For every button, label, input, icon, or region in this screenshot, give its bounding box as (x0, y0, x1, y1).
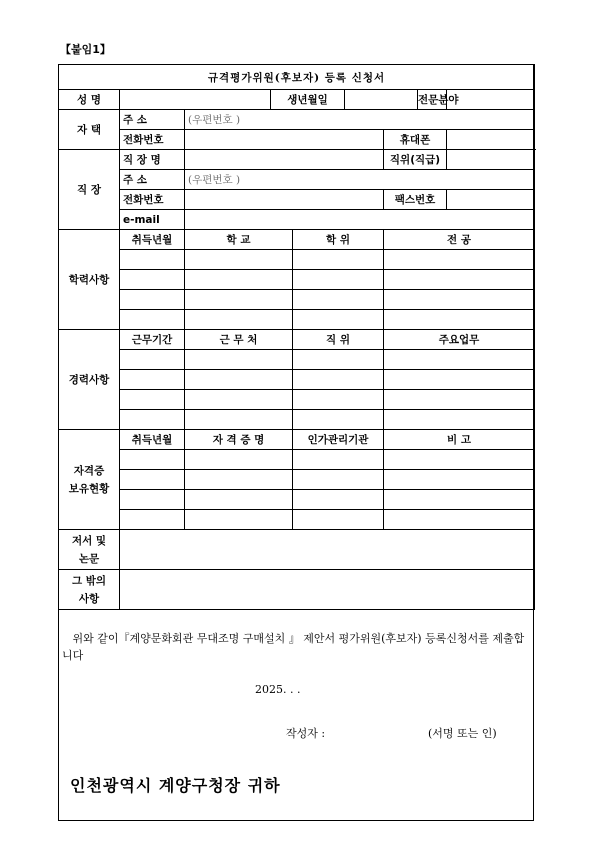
cell[interactable] (384, 490, 535, 510)
cell[interactable] (185, 490, 293, 510)
field-field[interactable] (447, 90, 535, 110)
papers-field[interactable] (120, 530, 535, 570)
other-line2: 사항 (78, 592, 100, 605)
education-row (59, 270, 535, 290)
cell[interactable] (293, 410, 384, 430)
cell[interactable] (293, 450, 384, 470)
papers-section-label (59, 530, 120, 570)
license-header-remarks: 비 고 (384, 430, 535, 450)
cell[interactable] (120, 370, 185, 390)
cell[interactable] (120, 510, 185, 530)
home-address-field[interactable]: (우편번호 ) (185, 110, 535, 130)
cell[interactable] (384, 290, 535, 310)
other-line1: 그 밖의 (71, 574, 107, 587)
company-label: 직 장 명 (120, 150, 185, 170)
birth-field[interactable] (345, 90, 418, 110)
education-row (59, 310, 535, 330)
cell[interactable] (185, 450, 293, 470)
career-section-label: 경력사항 (59, 330, 120, 430)
career-header-period: 근무기간 (120, 330, 185, 350)
cell[interactable] (120, 410, 185, 430)
license-section-line2: 보유현황 (68, 482, 110, 495)
license-header-date: 취득년월 (120, 430, 185, 450)
cell[interactable] (185, 390, 293, 410)
cell[interactable] (384, 350, 535, 370)
cell[interactable] (293, 310, 384, 330)
fax-label: 팩스번호 (384, 190, 447, 210)
education-section-label: 학력사항 (59, 230, 120, 330)
license-section-line1: 자격증 (73, 464, 105, 477)
position-label: 직위(직급) (384, 150, 447, 170)
work-phone-label: 전화번호 (120, 190, 185, 210)
cell[interactable] (293, 350, 384, 370)
license-header-authority: 인가관리기관 (293, 430, 384, 450)
education-header-major: 전 공 (384, 230, 535, 250)
other-field[interactable] (120, 570, 535, 610)
cell[interactable] (185, 370, 293, 390)
email-field[interactable] (185, 210, 535, 230)
recipient: 인천광역시 계양구청장 귀하 (70, 776, 281, 795)
other-section-label (59, 570, 120, 610)
cell[interactable] (384, 370, 535, 390)
position-field[interactable] (447, 150, 535, 170)
cell[interactable] (293, 370, 384, 390)
cell[interactable] (120, 250, 185, 270)
license-section-label (59, 430, 120, 530)
fax-field[interactable] (447, 190, 535, 210)
email-label: e-mail (120, 210, 185, 230)
education-row (59, 250, 535, 270)
career-header-duties: 주요업무 (384, 330, 535, 350)
career-row (59, 370, 535, 390)
education-header-school: 학 교 (185, 230, 293, 250)
education-header-date: 취득년월 (120, 230, 185, 250)
field-label: 전문분야 (418, 90, 447, 110)
mobile-field[interactable] (447, 130, 535, 150)
education-header-degree: 학 위 (293, 230, 384, 250)
mobile-label: 휴대폰 (384, 130, 447, 150)
papers-line2: 논문 (78, 552, 100, 565)
cell[interactable] (384, 510, 535, 530)
license-row (59, 450, 535, 470)
cell[interactable] (120, 470, 185, 490)
career-row (59, 410, 535, 430)
cell[interactable] (185, 470, 293, 490)
cell[interactable] (120, 310, 185, 330)
cell[interactable] (120, 450, 185, 470)
cell[interactable] (185, 270, 293, 290)
license-row (59, 470, 535, 490)
cell[interactable] (120, 270, 185, 290)
cell[interactable] (120, 390, 185, 410)
cell[interactable] (384, 310, 535, 330)
statement-text: 위와 같이『계양문화회관 무대조명 구매설치 』 제안서 평가위원(후보자) 등록신청서를 제출합니다 (62, 632, 525, 662)
home-phone-label: 전화번호 (120, 130, 185, 150)
career-header-workplace: 근 무 처 (185, 330, 293, 350)
work-section-label: 직 장 (59, 150, 120, 230)
career-row (59, 350, 535, 370)
cell[interactable] (185, 250, 293, 270)
author-label: 작성자 : (286, 727, 326, 740)
cell[interactable] (384, 250, 535, 270)
cell[interactable] (384, 390, 535, 410)
cell[interactable] (293, 490, 384, 510)
cell[interactable] (293, 390, 384, 410)
cell[interactable] (293, 510, 384, 530)
submission-statement (62, 630, 532, 664)
home-address-label: 주 소 (120, 110, 185, 130)
attachment-label: 【붙임1】 (60, 43, 111, 56)
work-address-field[interactable]: (우편번호 ) (185, 170, 535, 190)
cell[interactable] (185, 310, 293, 330)
submission-date[interactable]: 2025. . . (255, 683, 301, 696)
birth-label: 생년월일 (271, 90, 345, 110)
license-header-name: 자 격 증 명 (185, 430, 293, 450)
work-address-label: 주 소 (120, 170, 185, 190)
signature-label: (서명 또는 인) (428, 727, 497, 740)
company-field[interactable] (185, 150, 384, 170)
education-row (59, 290, 535, 310)
cell[interactable] (384, 410, 535, 430)
papers-line1: 저서 및 (71, 534, 107, 547)
cell[interactable] (185, 410, 293, 430)
work-phone-field[interactable] (185, 190, 384, 210)
cell[interactable] (185, 510, 293, 530)
cell[interactable] (384, 450, 535, 470)
form-title: 규격평가위원(후보자) 등록 신청서 (59, 65, 535, 90)
name-field[interactable] (120, 90, 271, 110)
cell[interactable] (384, 470, 535, 490)
cell[interactable] (120, 490, 185, 510)
cell[interactable] (293, 270, 384, 290)
cell[interactable] (293, 470, 384, 490)
home-phone-field[interactable] (185, 130, 384, 150)
cell[interactable] (185, 290, 293, 310)
career-row (59, 390, 535, 410)
cell[interactable] (384, 270, 535, 290)
license-row (59, 510, 535, 530)
career-header-position: 직 위 (293, 330, 384, 350)
cell[interactable] (293, 290, 384, 310)
name-label: 성 명 (59, 90, 120, 110)
cell[interactable] (293, 250, 384, 270)
cell[interactable] (120, 290, 185, 310)
application-form-table (58, 64, 535, 610)
cell[interactable] (185, 350, 293, 370)
home-section-label: 자 택 (59, 110, 120, 150)
license-row (59, 490, 535, 510)
cell[interactable] (120, 350, 185, 370)
